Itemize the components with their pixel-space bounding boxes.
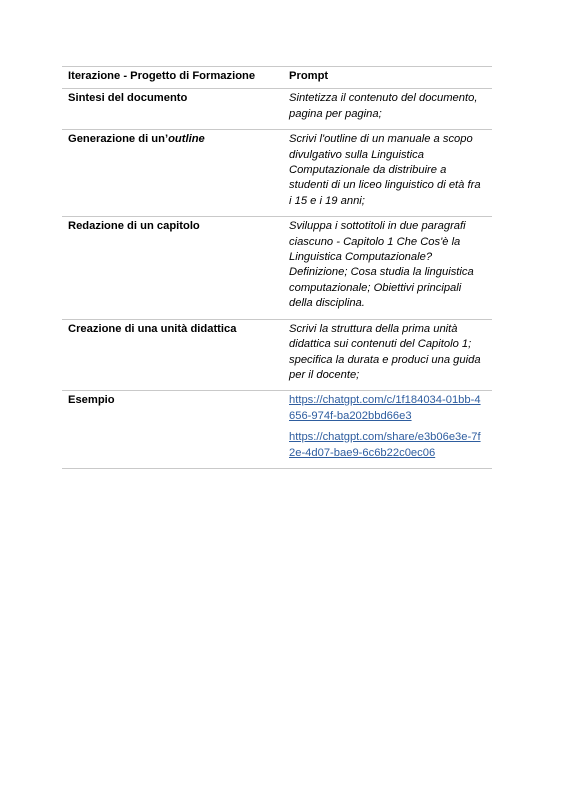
- prompt-cell: Scrivi la struttura della prima unità didattica sui contenuti del Capitolo 1; specifica la durata e produci una guida per il docente;: [277, 319, 492, 391]
- table-row: [62, 319, 492, 391]
- prompt-cell: Sviluppa i sottotitoli in due paragrafi ciascuno - Capitolo 1 Che Cos'è la Linguistica Computazionale? Definizione; Cosa studia la linguistica computazionale; Obiettivi principali della disciplina.: [277, 217, 492, 319]
- iteration-label-emphasis: outline: [168, 133, 205, 146]
- iteration-cell: Redazione di un capitolo: [62, 217, 277, 319]
- chat-link[interactable]: https://chatgpt.com/c/1f184034-01bb-4656-974f-ba202bbd66e3: [289, 394, 481, 422]
- iteration-cell: Esempio: [62, 391, 277, 469]
- iteration-cell: Sintesi del documento: [62, 89, 277, 130]
- links-cell: [277, 391, 492, 469]
- iteration-cell: [62, 130, 277, 217]
- header-iterazione: Iterazione - Progetto di Formazione: [62, 67, 277, 89]
- prompt-cell: Scrivi l'outline di un manuale a scopo divulgativo sulla Linguistica Computazionale da distribuire a studenti di un liceo linguistico di età fra i 15 e i 19 anni;: [277, 130, 492, 217]
- iteration-cell: Creazione di una unità didattica: [62, 319, 277, 391]
- prompt-cell: Sintetizza il contenuto del documento, pagina per pagina;: [277, 89, 492, 130]
- iteration-label: Generazione di un’: [68, 133, 169, 146]
- table-row: [62, 130, 492, 217]
- table-row: [62, 89, 492, 130]
- table-row: [62, 217, 492, 319]
- header-prompt: Prompt: [277, 67, 492, 89]
- table-header-row: [62, 67, 492, 89]
- share-link[interactable]: https://chatgpt.com/share/e3b06e3e-7f2e-4d07-bae9-6c6b22c0ec06: [289, 431, 481, 459]
- iterations-table: [62, 66, 492, 469]
- table-row: [62, 391, 492, 469]
